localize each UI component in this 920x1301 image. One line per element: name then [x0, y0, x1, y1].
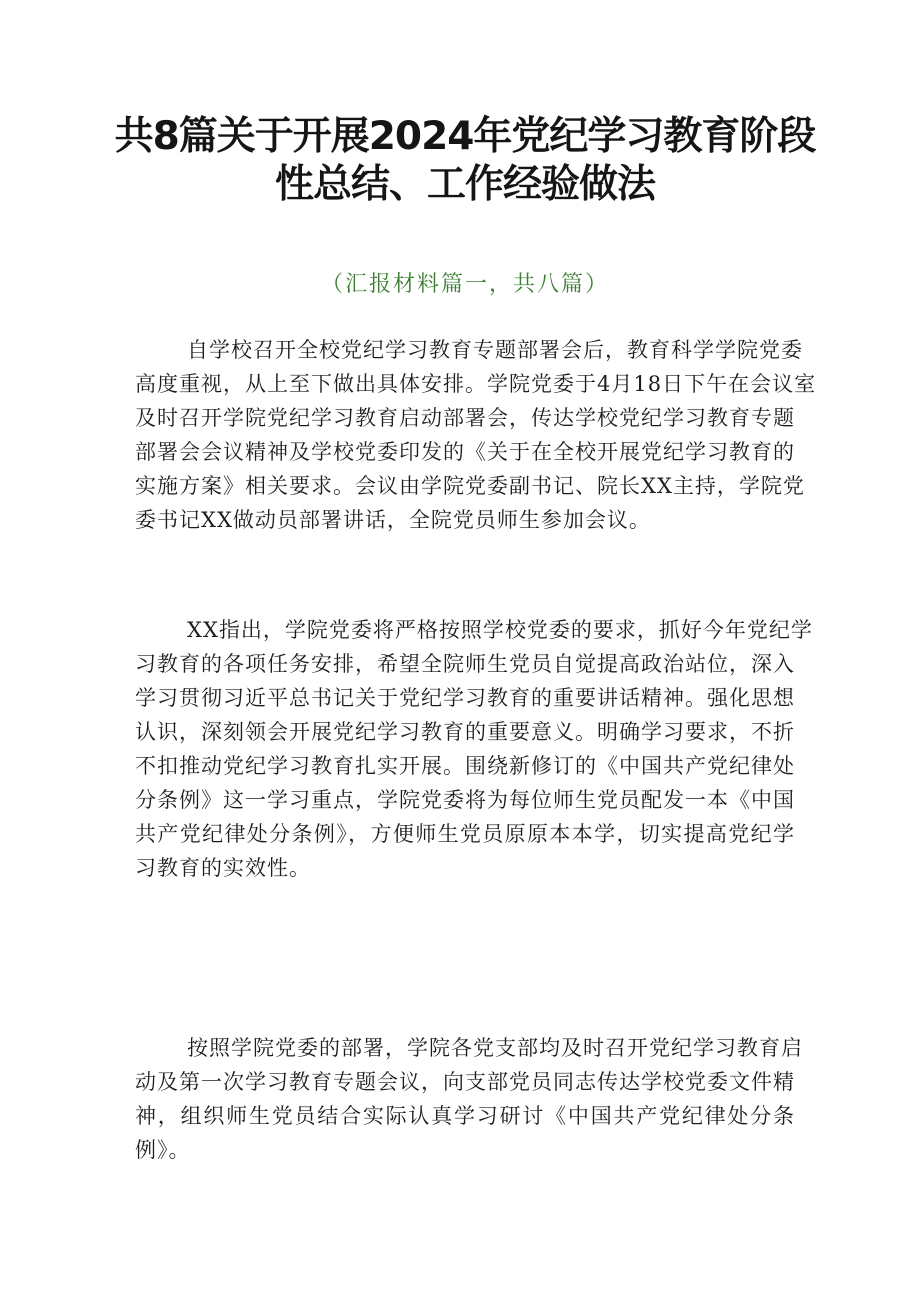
paragraph-line: 委书记XX做动员部署讲话，全院党员师生参加会议。: [135, 508, 651, 532]
paragraph-line: 及时召开学院党纪学习教育启动部署会，传达学校党纪学习教育专题: [135, 406, 795, 430]
paragraph-line: 学习贯彻习近平总书记关于党纪学习教育的重要讲话精神。强化思想: [135, 686, 795, 710]
paragraph-1: [135, 333, 817, 537]
document-title-line-2: 性总结、工作经验做法: [274, 162, 655, 207]
paragraph-line: 例》。: [135, 1138, 191, 1162]
paragraph-line: 习教育的实效性。: [135, 856, 311, 880]
paragraph-line: 部署会会议精神及学校党委印发的《关于在全校开展党纪学习教育的: [135, 440, 795, 464]
paragraph-line: 分条例》这一学习重点，学院党委将为每位师生党员配发一本《中国: [135, 788, 795, 812]
paragraph-line: 自学校召开全校党纪学习教育专题部署会后，教育科学学院党委: [187, 338, 803, 362]
document-subtitle: （汇报材料篇一，共八篇）: [320, 272, 609, 297]
paragraph-line: 实施方案》相关要求。会议由学院党委副书记、院长XX主持，学院党: [135, 474, 805, 498]
paragraph-line: XX指出，学院党委将严格按照学校党委的要求，抓好今年党纪学: [187, 618, 813, 642]
paragraph-2: [135, 613, 813, 885]
paragraph-3: [135, 1031, 803, 1167]
paragraph-line: 按照学院党委的部署，学院各党支部均及时召开党纪学习教育启: [187, 1036, 803, 1060]
paragraph-line: 习教育的各项任务安排，希望全院师生党员自觉提高政治站位，深入: [135, 652, 795, 676]
paragraph-line: 共产党纪律处分条例》，方便师生党员原原本本学，切实提高党纪学: [135, 822, 795, 846]
paragraph-line: 动及第一次学习教育专题会议，向支部党员同志传达学校党委文件精: [135, 1070, 795, 1094]
document-title-line-1: 共8篇关于开展2024年党纪学习教育阶段: [114, 114, 816, 159]
paragraph-line: 高度重视，从上至下做出具体安排。学院党委于4月18日下午在会议室: [135, 372, 817, 396]
paragraph-line: 神，组织师生党员结合实际认真学习研讨《中国共产党纪律处分条: [135, 1104, 795, 1128]
paragraph-line: 认识，深刻领会开展党纪学习教育的重要意义。明确学习要求，不折: [135, 720, 795, 744]
paragraph-line: 不扣推动党纪学习教育扎实开展。围绕新修订的《中国共产党纪律处: [135, 754, 795, 778]
